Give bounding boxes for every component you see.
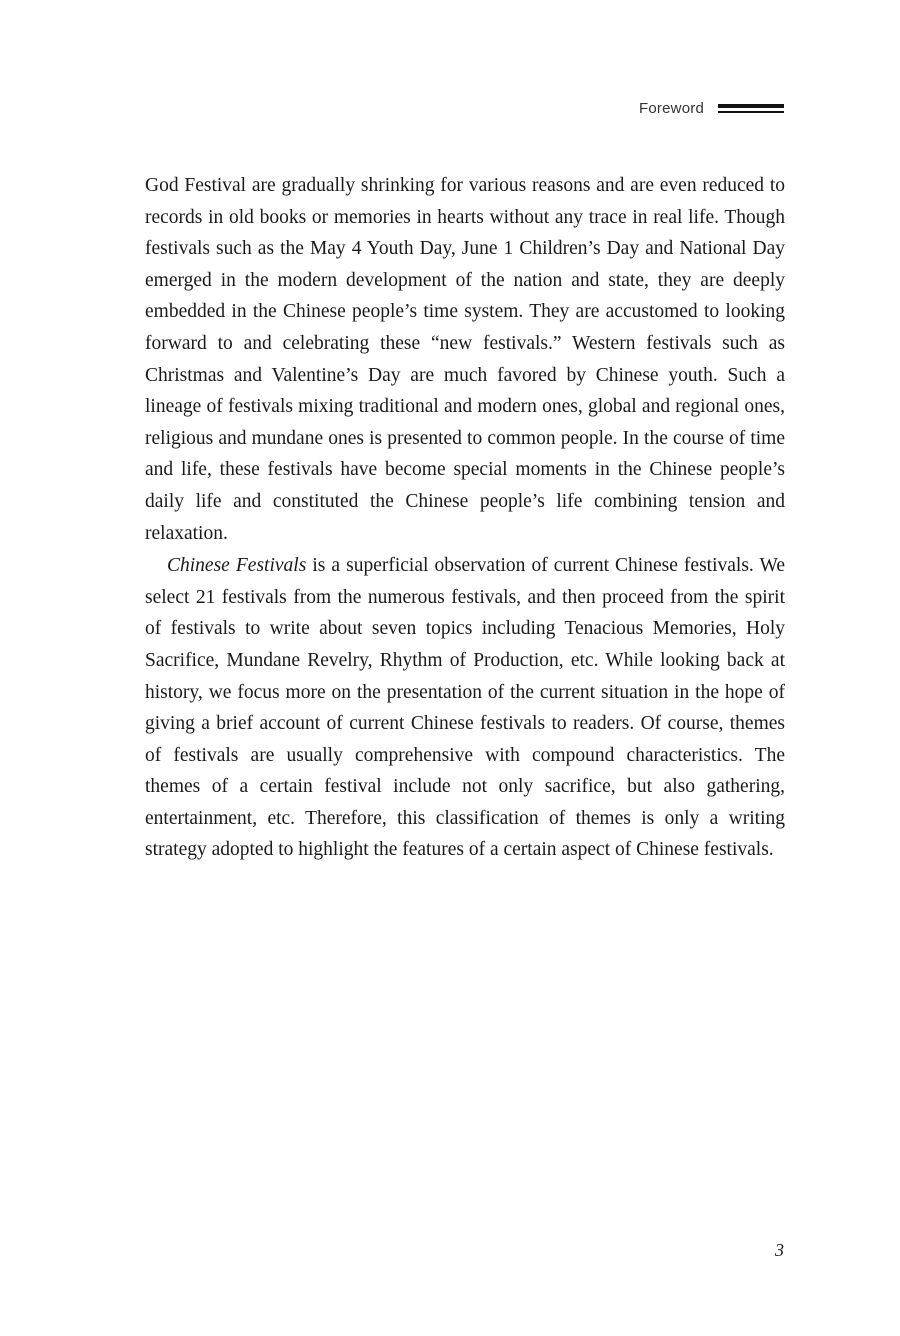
section-label: Foreword — [639, 100, 704, 117]
paragraph-2 — [145, 550, 785, 866]
header-rule-thin — [718, 111, 784, 113]
running-header — [639, 100, 784, 117]
header-rule-thick — [718, 104, 784, 108]
page-number: 3 — [775, 1240, 784, 1260]
header-rule — [718, 104, 784, 113]
paragraph-1: God Festival are gradually shrinking for various reasons and are even reduced to records in old books or memories in hearts without any trace in real life. Though festivals such as the May 4 Youth Day, June 1 Children’s Day and National Day emerged in the modern development of the nation and state, they are deeply embedded in the Chinese people’s time system. They are accustomed to looking forward to and celebrating these “new festivals.” Western festivals such as Christmas and Valentine’s Day are much favored by Chinese youth. Such a lineage of festivals mixing traditional and modern ones, global and regional ones, religious and mundane ones is presented to common people. In the course of time and life, these festivals have become special moments in the Chinese people’s daily life and constituted the Chinese people’s life combining tension and relaxation. — [145, 175, 785, 544]
paragraph-2-text: is a superficial observation of current Chinese festivals. We select 21 festivals from the numerous festivals, and then proceed from the spirit of festivals to write about seven topics including Tenacious Memories, Holy Sacrifice, Mundane Revelry, Rhythm of Production, etc. While looking back at history, we focus more on the presentation of the current situation in the hope of giving a brief account of current Chinese festivals to readers. Of course, themes of festivals are usually comprehensive with compound characteristics. The themes of a certain festival include not only sacrifice, but also gathering, entertainment, etc. Therefore, this classification of themes is only a writing strategy adopted to highlight the features of a certain aspect of Chinese festivals. — [145, 555, 785, 861]
body-text — [145, 170, 785, 866]
book-title: Chinese Festivals — [167, 555, 307, 577]
